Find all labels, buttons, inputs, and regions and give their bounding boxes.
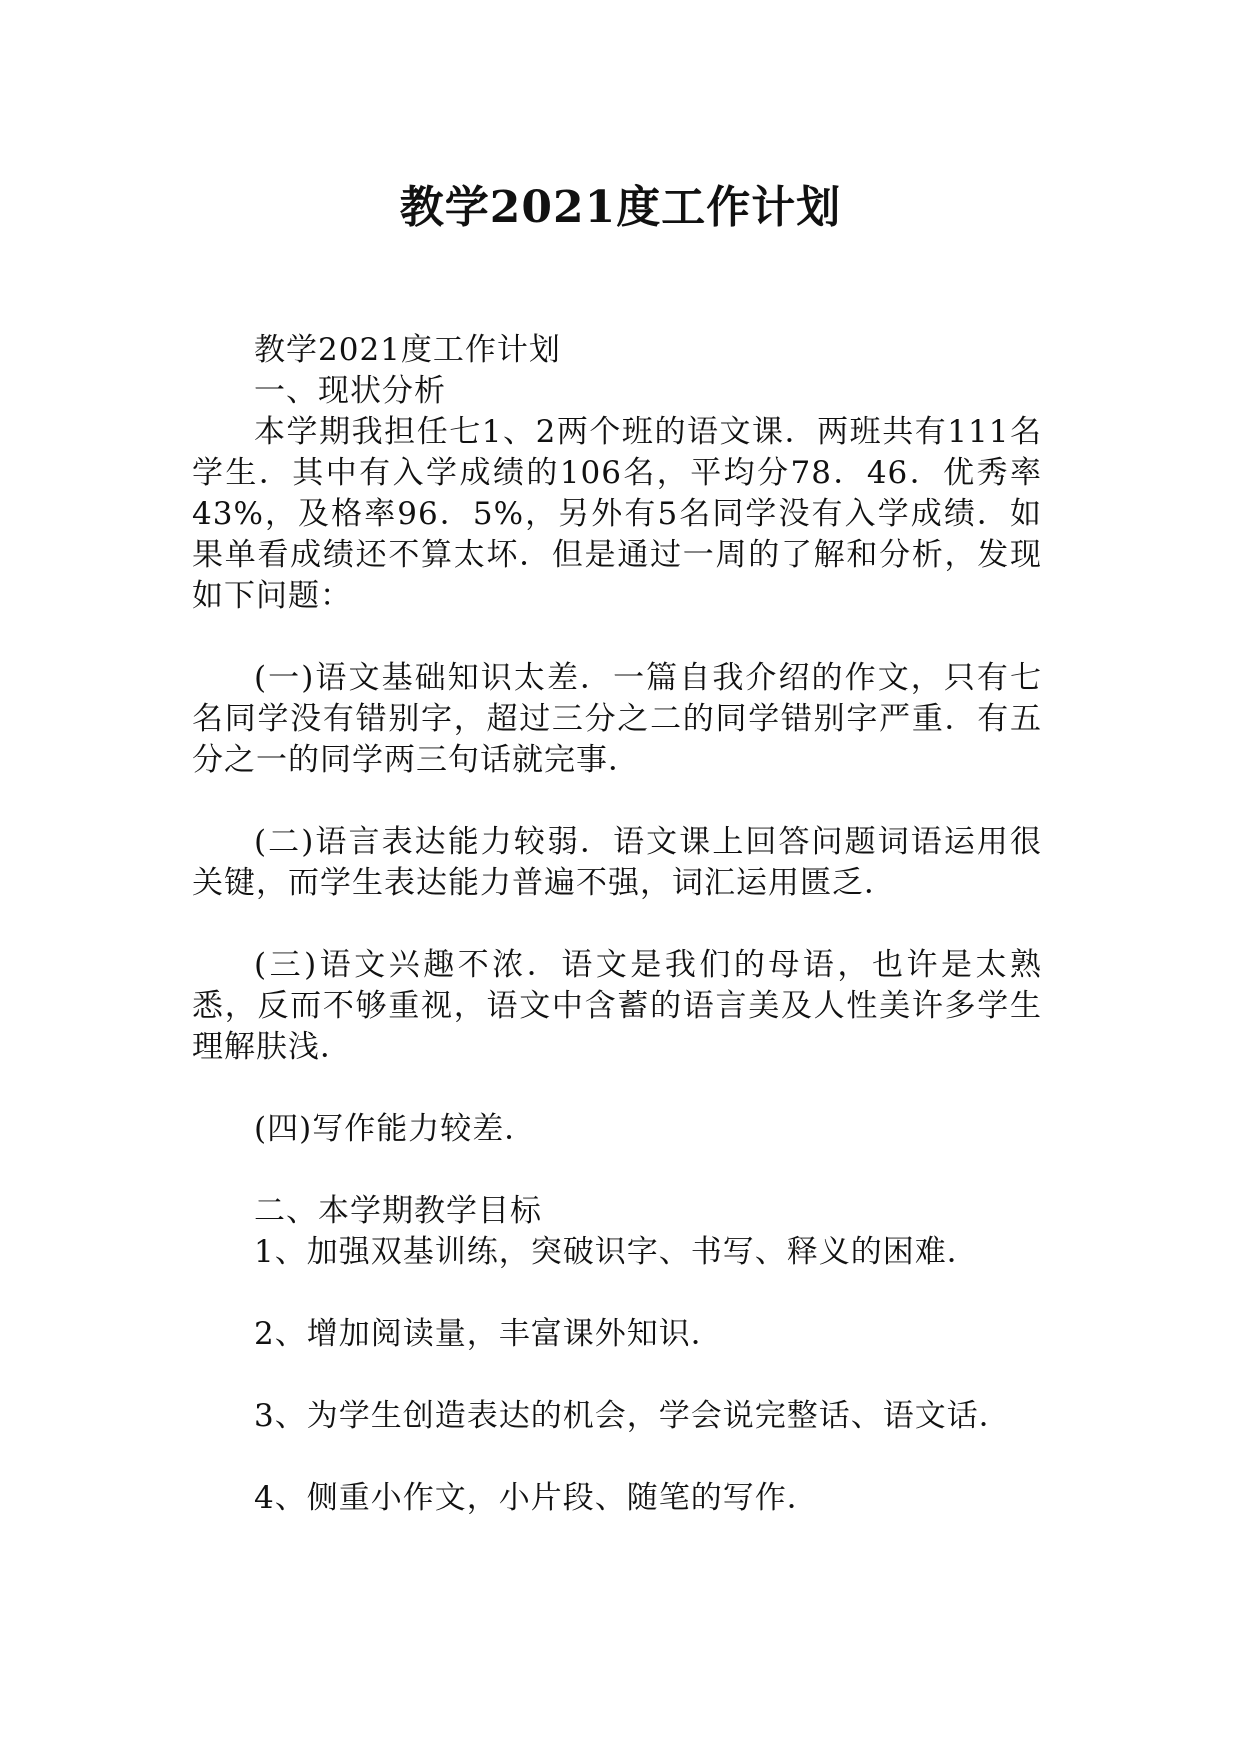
paragraph-gap: [192, 617, 1042, 658]
section-heading-goals: 二、本学期教学目标: [254, 1193, 542, 1229]
paragraph-gap: [192, 1150, 1042, 1191]
section-heading-analysis: 一、现状分析: [254, 373, 446, 409]
paragraph-problem-3: (三)语文兴趣不浓．语文是我们的母语，也许是太熟悉，反而不够重视，语文中含蓄的语言美及人性美许多学生理解肤浅．: [192, 947, 1042, 1065]
paragraph-problem-4: (四)写作能力较差．: [254, 1111, 537, 1147]
paragraph-gap: [192, 1068, 1042, 1109]
document-body: [192, 330, 1042, 1519]
paragraph-gap: [192, 1355, 1042, 1396]
paragraph-problem-1: (一)语文基础知识太差．一篇自我介绍的作文，只有七名同学没有错别字，超过三分之二的同学错别字严重．有五分之一的同学两三句话就完事．: [192, 660, 1042, 778]
paragraph-gap: [192, 1437, 1042, 1478]
paragraph-gap: [192, 904, 1042, 945]
goal-item-4: 4、侧重小作文，小片段、随笔的写作．: [254, 1480, 819, 1516]
paragraph-gap: [192, 1273, 1042, 1314]
paragraph-heading: 教学2021度工作计划: [254, 332, 561, 368]
goal-item-3: 3、为学生创造表达的机会，学会说完整话、语文话．: [254, 1398, 1011, 1434]
paragraph-gap: [192, 781, 1042, 822]
document-title: 教学2021度工作计划: [399, 182, 842, 233]
paragraph-intro: 本学期我担任七1、2两个班的语文课．两班共有111名学生．其中有入学成绩的106名，平均分78．46．优秀率43%，及格率96．5%，另外有5名同学没有入学成绩．如果单看成绩还不算太坏．但是通过一周的了解和分析，发现如下问题：: [192, 414, 1042, 614]
goal-item-1: 1、加强双基训练，突破识字、书写、释义的困难．: [254, 1234, 979, 1270]
paragraph-problem-2: (二)语言表达能力较弱．语文课上回答问题词语运用很关键，而学生表达能力普遍不强，词汇运用匮乏．: [192, 824, 1042, 901]
goal-item-2: 2、增加阅读量，丰富课外知识．: [254, 1316, 723, 1352]
